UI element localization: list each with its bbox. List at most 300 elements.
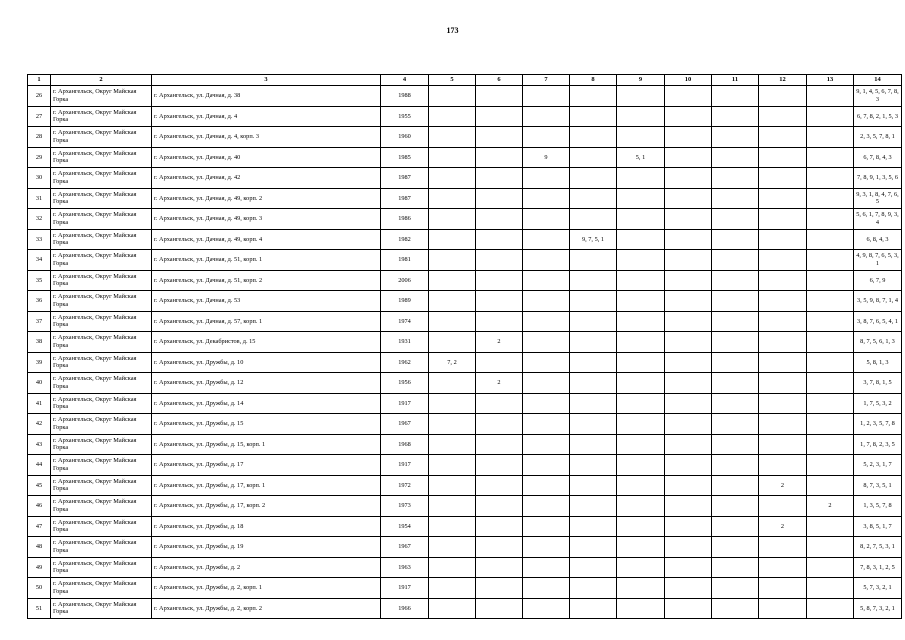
- cell-c9: [617, 557, 665, 578]
- cell-c14: 6, 7, 9: [854, 270, 902, 291]
- cell-address: г. Архангельск, ул. Дачная, д. 49, корп. 2: [152, 188, 381, 209]
- cell-c8: [570, 250, 617, 271]
- cell-address: г. Архангельск, ул. Дачная, д. 49, корп. 4: [152, 229, 381, 250]
- cell-c6: [476, 270, 523, 291]
- cell-district: г. Архангельск, Округ Майская Горка: [51, 373, 152, 394]
- cell-c9: [617, 106, 665, 127]
- cell-address: г. Архангельск, ул. Дружбы, д. 2, корп. 1: [152, 578, 381, 599]
- cell-c7: [523, 106, 570, 127]
- cell-district: г. Архангельск, Округ Майская Горка: [51, 578, 152, 599]
- cell-c11: [712, 475, 759, 496]
- cell-c11: [712, 147, 759, 168]
- table-row: [28, 414, 902, 435]
- cell-address: г. Архангельск, ул. Дружбы, д. 18: [152, 516, 381, 537]
- cell-c8: [570, 578, 617, 599]
- cell-c12: [759, 250, 807, 271]
- column-header-1: 1: [28, 75, 51, 86]
- column-header-2: 2: [51, 75, 152, 86]
- cell-c7: [523, 250, 570, 271]
- cell-c6: [476, 393, 523, 414]
- cell-c6: [476, 455, 523, 476]
- cell-c13: [807, 270, 854, 291]
- cell-c14: 6, 7, 8, 4, 3: [854, 147, 902, 168]
- cell-c10: [665, 168, 712, 189]
- cell-c6: [476, 557, 523, 578]
- cell-c11: [712, 127, 759, 148]
- cell-c7: [523, 393, 570, 414]
- cell-c7: [523, 414, 570, 435]
- cell-c7: [523, 598, 570, 619]
- table-body: [28, 86, 902, 619]
- cell-c13: [807, 147, 854, 168]
- cell-address: г. Архангельск, ул. Дачная, д. 49, корп. 3: [152, 209, 381, 230]
- cell-c5: [429, 414, 476, 435]
- cell-c14: 8, 7, 3, 5, 1: [854, 475, 902, 496]
- cell-c10: [665, 188, 712, 209]
- cell-c11: [712, 209, 759, 230]
- cell-c8: [570, 209, 617, 230]
- cell-c11: [712, 598, 759, 619]
- cell-c13: [807, 106, 854, 127]
- cell-c12: [759, 414, 807, 435]
- cell-year: 1985: [381, 147, 429, 168]
- cell-c10: [665, 311, 712, 332]
- cell-c14: 3, 5, 9, 8, 7, 1, 4: [854, 291, 902, 312]
- cell-address: г. Архангельск, ул. Дачная, д. 4: [152, 106, 381, 127]
- cell-year: 1972: [381, 475, 429, 496]
- cell-address: г. Архангельск, ул. Дружбы, д. 17, корп. 2: [152, 496, 381, 517]
- cell-c10: [665, 578, 712, 599]
- cell-c6: [476, 516, 523, 537]
- cell-c9: [617, 168, 665, 189]
- cell-year: 1960: [381, 127, 429, 148]
- cell-c13: [807, 188, 854, 209]
- cell-c13: [807, 229, 854, 250]
- cell-c8: [570, 147, 617, 168]
- cell-c9: [617, 311, 665, 332]
- cell-year: 1917: [381, 578, 429, 599]
- cell-c10: [665, 434, 712, 455]
- cell-c13: [807, 311, 854, 332]
- cell-c6: [476, 147, 523, 168]
- table-row: [28, 168, 902, 189]
- cell-n: 33: [28, 229, 51, 250]
- cell-year: 1989: [381, 291, 429, 312]
- cell-c11: [712, 250, 759, 271]
- table-row: [28, 209, 902, 230]
- cell-c6: [476, 434, 523, 455]
- cell-c7: [523, 578, 570, 599]
- cell-c5: [429, 311, 476, 332]
- table-row: [28, 86, 902, 107]
- cell-c13: [807, 86, 854, 107]
- cell-c11: [712, 537, 759, 558]
- column-header-12: 12: [759, 75, 807, 86]
- cell-c13: 2: [807, 496, 854, 517]
- cell-year: 1931: [381, 332, 429, 353]
- cell-c8: [570, 414, 617, 435]
- cell-year: 2006: [381, 270, 429, 291]
- cell-c8: [570, 86, 617, 107]
- housing-register-table: [27, 74, 902, 619]
- cell-c13: [807, 537, 854, 558]
- cell-c10: [665, 455, 712, 476]
- cell-c8: [570, 270, 617, 291]
- cell-c11: [712, 106, 759, 127]
- table-row: [28, 516, 902, 537]
- cell-district: г. Архангельск, Округ Майская Горка: [51, 516, 152, 537]
- cell-c6: [476, 86, 523, 107]
- cell-district: г. Архангельск, Округ Майская Горка: [51, 147, 152, 168]
- cell-c12: [759, 270, 807, 291]
- cell-n: 28: [28, 127, 51, 148]
- cell-c5: [429, 393, 476, 414]
- cell-district: г. Архангельск, Округ Майская Горка: [51, 311, 152, 332]
- cell-year: 1966: [381, 598, 429, 619]
- cell-n: 26: [28, 86, 51, 107]
- cell-c7: [523, 332, 570, 353]
- cell-district: г. Архангельск, Округ Майская Горка: [51, 168, 152, 189]
- cell-c13: [807, 168, 854, 189]
- cell-c7: [523, 311, 570, 332]
- cell-district: г. Архангельск, Округ Майская Горка: [51, 106, 152, 127]
- cell-c10: [665, 106, 712, 127]
- cell-year: 1968: [381, 434, 429, 455]
- cell-district: г. Архангельск, Округ Майская Горка: [51, 229, 152, 250]
- cell-year: 1982: [381, 229, 429, 250]
- cell-district: г. Архангельск, Округ Майская Горка: [51, 598, 152, 619]
- cell-year: 1962: [381, 352, 429, 373]
- cell-c14: 3, 8, 5, 1, 7: [854, 516, 902, 537]
- cell-c9: [617, 598, 665, 619]
- column-header-10: 10: [665, 75, 712, 86]
- cell-district: г. Архангельск, Округ Майская Горка: [51, 557, 152, 578]
- cell-c11: [712, 229, 759, 250]
- cell-c5: 7, 2: [429, 352, 476, 373]
- cell-c6: [476, 250, 523, 271]
- table-row: [28, 270, 902, 291]
- cell-c9: [617, 188, 665, 209]
- cell-n: 40: [28, 373, 51, 394]
- cell-address: г. Архангельск, ул. Дачная, д. 51, корп. 2: [152, 270, 381, 291]
- cell-c14: 5, 8, 1, 3: [854, 352, 902, 373]
- cell-c9: [617, 537, 665, 558]
- cell-c10: [665, 332, 712, 353]
- cell-c14: 6, 8, 4, 3: [854, 229, 902, 250]
- table-row: [28, 434, 902, 455]
- cell-c12: [759, 496, 807, 517]
- cell-c7: [523, 86, 570, 107]
- cell-c10: [665, 414, 712, 435]
- cell-year: 1917: [381, 455, 429, 476]
- cell-c10: [665, 270, 712, 291]
- cell-address: г. Архангельск, ул. Дачная, д. 51, корп. 1: [152, 250, 381, 271]
- cell-n: 46: [28, 496, 51, 517]
- cell-c9: [617, 434, 665, 455]
- cell-n: 47: [28, 516, 51, 537]
- cell-year: 1986: [381, 209, 429, 230]
- cell-n: 38: [28, 332, 51, 353]
- cell-year: 1963: [381, 557, 429, 578]
- cell-c5: [429, 250, 476, 271]
- cell-c8: [570, 127, 617, 148]
- cell-year: 1956: [381, 373, 429, 394]
- cell-address: г. Архангельск, ул. Дачная, д. 57, корп. 1: [152, 311, 381, 332]
- cell-c5: [429, 496, 476, 517]
- cell-c12: [759, 106, 807, 127]
- cell-c12: 2: [759, 475, 807, 496]
- cell-district: г. Архангельск, Округ Майская Горка: [51, 127, 152, 148]
- cell-c5: [429, 291, 476, 312]
- cell-c7: [523, 127, 570, 148]
- cell-district: г. Архангельск, Округ Майская Горка: [51, 188, 152, 209]
- cell-c9: [617, 270, 665, 291]
- cell-district: г. Архангельск, Округ Майская Горка: [51, 537, 152, 558]
- table-row: [28, 291, 902, 312]
- cell-c14: 8, 2, 7, 5, 3, 1: [854, 537, 902, 558]
- cell-c12: [759, 373, 807, 394]
- cell-c9: [617, 229, 665, 250]
- cell-address: г. Архангельск, ул. Дружбы, д. 2: [152, 557, 381, 578]
- cell-c9: [617, 352, 665, 373]
- cell-c5: [429, 127, 476, 148]
- cell-c13: [807, 475, 854, 496]
- cell-c13: [807, 250, 854, 271]
- cell-c10: [665, 393, 712, 414]
- cell-c10: [665, 598, 712, 619]
- column-header-5: 5: [429, 75, 476, 86]
- cell-c12: 2: [759, 516, 807, 537]
- column-header-9: 9: [617, 75, 665, 86]
- cell-c9: [617, 291, 665, 312]
- cell-c12: [759, 188, 807, 209]
- cell-c12: [759, 209, 807, 230]
- column-header-3: 3: [152, 75, 381, 86]
- cell-c11: [712, 414, 759, 435]
- cell-c10: [665, 516, 712, 537]
- cell-c14: 8, 7, 5, 6, 1, 3: [854, 332, 902, 353]
- page-number: 173: [446, 26, 459, 35]
- cell-c5: [429, 578, 476, 599]
- column-header-13: 13: [807, 75, 854, 86]
- cell-c13: [807, 291, 854, 312]
- cell-n: 30: [28, 168, 51, 189]
- cell-year: 1974: [381, 311, 429, 332]
- cell-c8: [570, 455, 617, 476]
- cell-c6: [476, 578, 523, 599]
- table-row: [28, 106, 902, 127]
- cell-c12: [759, 393, 807, 414]
- column-header-11: 11: [712, 75, 759, 86]
- cell-c10: [665, 352, 712, 373]
- cell-c14: 1, 3, 5, 7, 8: [854, 496, 902, 517]
- cell-district: г. Архангельск, Округ Майская Горка: [51, 414, 152, 435]
- cell-year: 1955: [381, 106, 429, 127]
- cell-c14: 4, 9, 8, 7, 6, 5, 3, 1: [854, 250, 902, 271]
- cell-c6: [476, 475, 523, 496]
- cell-c10: [665, 209, 712, 230]
- cell-c11: [712, 393, 759, 414]
- cell-c5: [429, 332, 476, 353]
- column-header-14: 14: [854, 75, 902, 86]
- cell-c12: [759, 86, 807, 107]
- cell-n: 50: [28, 578, 51, 599]
- cell-district: г. Архангельск, Округ Майская Горка: [51, 332, 152, 353]
- cell-c14: 6, 7, 8, 2, 1, 5, 3: [854, 106, 902, 127]
- cell-district: г. Архангельск, Округ Майская Горка: [51, 352, 152, 373]
- cell-c7: [523, 434, 570, 455]
- cell-district: г. Архангельск, Округ Майская Горка: [51, 393, 152, 414]
- cell-c5: [429, 147, 476, 168]
- cell-c14: 1, 7, 5, 3, 2: [854, 393, 902, 414]
- cell-c12: [759, 147, 807, 168]
- cell-c5: [429, 106, 476, 127]
- cell-n: 41: [28, 393, 51, 414]
- cell-n: 34: [28, 250, 51, 271]
- column-header-row: [28, 75, 902, 86]
- table-row: [28, 250, 902, 271]
- cell-c9: [617, 209, 665, 230]
- cell-c10: [665, 250, 712, 271]
- cell-c5: [429, 475, 476, 496]
- cell-c5: [429, 188, 476, 209]
- cell-c8: [570, 393, 617, 414]
- cell-c8: [570, 188, 617, 209]
- cell-c14: 3, 7, 8, 1, 5: [854, 373, 902, 394]
- cell-address: г. Архангельск, ул. Дружбы, д. 10: [152, 352, 381, 373]
- cell-n: 31: [28, 188, 51, 209]
- cell-n: 36: [28, 291, 51, 312]
- cell-c12: [759, 168, 807, 189]
- cell-c11: [712, 352, 759, 373]
- cell-district: г. Архангельск, Округ Майская Горка: [51, 496, 152, 517]
- cell-n: 42: [28, 414, 51, 435]
- cell-c8: [570, 106, 617, 127]
- cell-c6: [476, 414, 523, 435]
- cell-c11: [712, 270, 759, 291]
- cell-c8: [570, 537, 617, 558]
- cell-c12: [759, 311, 807, 332]
- cell-year: 1987: [381, 188, 429, 209]
- cell-c11: [712, 188, 759, 209]
- cell-c5: [429, 455, 476, 476]
- cell-c10: [665, 537, 712, 558]
- cell-c12: [759, 557, 807, 578]
- cell-c12: [759, 127, 807, 148]
- cell-n: 48: [28, 537, 51, 558]
- cell-c13: [807, 434, 854, 455]
- cell-year: 1973: [381, 496, 429, 517]
- cell-address: г. Архангельск, ул. Дачная, д. 42: [152, 168, 381, 189]
- cell-c13: [807, 352, 854, 373]
- cell-c6: [476, 106, 523, 127]
- cell-n: 45: [28, 475, 51, 496]
- cell-c14: 5, 7, 3, 2, 1: [854, 578, 902, 599]
- cell-c7: [523, 373, 570, 394]
- cell-c5: [429, 373, 476, 394]
- cell-c6: 2: [476, 332, 523, 353]
- cell-c14: 1, 7, 8, 2, 3, 5: [854, 434, 902, 455]
- column-header-6: 6: [476, 75, 523, 86]
- cell-c7: [523, 537, 570, 558]
- cell-c14: 5, 8, 7, 3, 2, 1: [854, 598, 902, 619]
- cell-c10: [665, 229, 712, 250]
- cell-district: г. Архангельск, Округ Майская Горка: [51, 455, 152, 476]
- cell-district: г. Архангельск, Округ Майская Горка: [51, 475, 152, 496]
- table-row: [28, 496, 902, 517]
- cell-c8: [570, 434, 617, 455]
- cell-c14: 7, 8, 3, 1, 2, 5: [854, 557, 902, 578]
- cell-c8: [570, 516, 617, 537]
- cell-c11: [712, 311, 759, 332]
- cell-district: г. Архангельск, Округ Майская Горка: [51, 434, 152, 455]
- cell-c8: [570, 496, 617, 517]
- cell-c7: [523, 455, 570, 476]
- cell-c8: [570, 598, 617, 619]
- table-row: [28, 127, 902, 148]
- cell-c11: [712, 496, 759, 517]
- cell-c9: [617, 455, 665, 476]
- cell-c11: [712, 332, 759, 353]
- cell-n: 27: [28, 106, 51, 127]
- cell-c14: 3, 8, 7, 6, 5, 4, 1: [854, 311, 902, 332]
- cell-c7: [523, 270, 570, 291]
- cell-c9: [617, 393, 665, 414]
- cell-c14: 5, 2, 3, 1, 7: [854, 455, 902, 476]
- cell-c8: [570, 475, 617, 496]
- cell-c8: [570, 332, 617, 353]
- cell-c8: [570, 311, 617, 332]
- cell-c9: [617, 373, 665, 394]
- table-row: [28, 373, 902, 394]
- cell-c7: [523, 188, 570, 209]
- cell-address: г. Архангельск, ул. Дачная, д. 4, корп. 3: [152, 127, 381, 148]
- cell-c11: [712, 578, 759, 599]
- cell-n: 51: [28, 598, 51, 619]
- cell-c9: [617, 86, 665, 107]
- cell-c12: [759, 352, 807, 373]
- cell-year: 1917: [381, 393, 429, 414]
- cell-c8: [570, 373, 617, 394]
- cell-c5: [429, 270, 476, 291]
- cell-c5: [429, 86, 476, 107]
- cell-c9: [617, 127, 665, 148]
- cell-c6: [476, 496, 523, 517]
- cell-c10: [665, 86, 712, 107]
- cell-c6: [476, 127, 523, 148]
- cell-c11: [712, 373, 759, 394]
- cell-c10: [665, 496, 712, 517]
- cell-c14: 1, 2, 3, 5, 7, 8: [854, 414, 902, 435]
- cell-year: 1967: [381, 537, 429, 558]
- cell-c11: [712, 434, 759, 455]
- cell-c7: 9: [523, 147, 570, 168]
- cell-c5: [429, 516, 476, 537]
- cell-c12: [759, 598, 807, 619]
- cell-c7: [523, 557, 570, 578]
- cell-n: 44: [28, 455, 51, 476]
- cell-c12: [759, 455, 807, 476]
- cell-c5: [429, 168, 476, 189]
- cell-address: г. Архангельск, ул. Дачная, д. 53: [152, 291, 381, 312]
- cell-c12: [759, 332, 807, 353]
- table-row: [28, 311, 902, 332]
- cell-c9: [617, 414, 665, 435]
- cell-address: г. Архангельск, ул. Дачная, д. 40: [152, 147, 381, 168]
- cell-district: г. Архангельск, Округ Майская Горка: [51, 86, 152, 107]
- cell-year: 1988: [381, 86, 429, 107]
- cell-address: г. Архангельск, ул. Дружбы, д. 14: [152, 393, 381, 414]
